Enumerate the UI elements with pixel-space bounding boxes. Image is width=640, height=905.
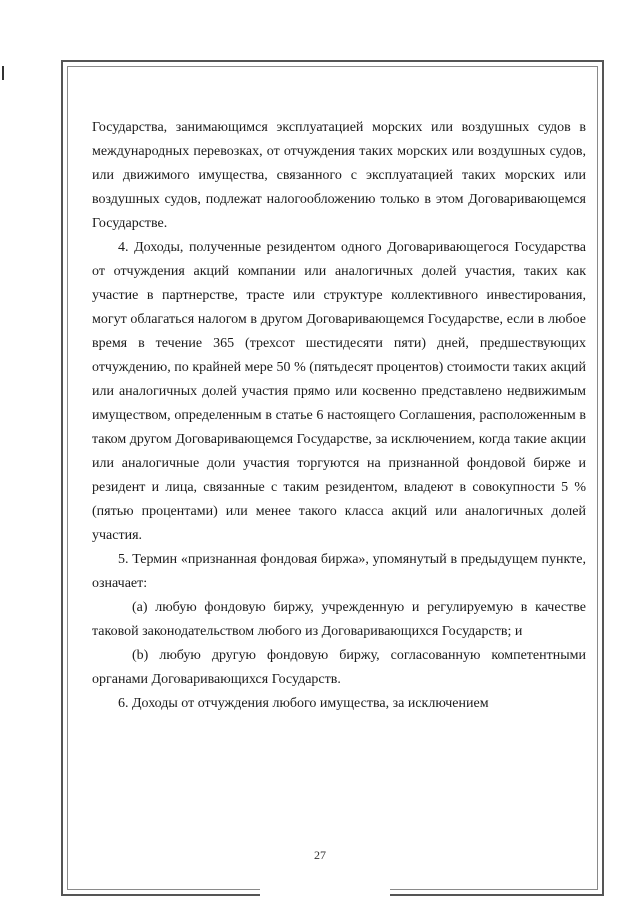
paragraph-item-5: 5. Термин «признанная фондовая биржа», упомянутый в предыдущем пункте, означает:: [92, 552, 586, 591]
paragraph-continuation: Государства, занимающимся эксплуатацией морских или воздушных судов в международных перевозках, от отчуждения таких морских или воздушных судов, или движимого имущества, связанного с эксплуатацией таких морских или воздушных судов, подлежат налогообложению только в этом Договаривающемся Государстве.: [92, 120, 586, 231]
paragraph-item-5a: (a) любую фондовую биржу, учрежденную и регулируемую в качестве таковой законодательством любого из Договаривающихся Государств; и: [92, 600, 586, 639]
page-frame-gap: [260, 888, 390, 898]
scan-edge-mark: [2, 66, 4, 80]
paragraph-item-5b: (b) любую другую фондовую биржу, согласованную компетентными органами Договаривающихся Государств.: [92, 648, 586, 687]
page-number: 27: [314, 848, 326, 862]
paragraph-item-4: 4. Доходы, полученные резидентом одного Договаривающегося Государства от отчуждения акций компании или аналогичных долей участия, таких как участие в партнерстве, трасте или структуре коллективного инвестирования, могут облагаться налогом в другом Договаривающемся Государстве, если в любое время в течение 365 (трехсот шестидесяти пяти) дней, предшествующих отчуждению, по крайней мере 50 % (пятьдесят процентов) стоимости таких акций или аналогичных долей участия прямо или косвенно представлено недвижимым имуществом, определенным в статье 6 настоящего Соглашения, расположенным в таком другом Договаривающемся Государстве, за исключением, когда такие акции или аналогичные доли участия торгуются на признанной фондовой бирже и резидент и лица, связанные с таким резидентом, владеют в совокупности 5 % (пятью процентами) или менее такого класса акций или аналогичных долей участия.: [92, 240, 586, 543]
document-body: [92, 116, 586, 716]
paragraph-item-6: 6. Доходы от отчуждения любого имущества, за исключением: [118, 696, 489, 711]
